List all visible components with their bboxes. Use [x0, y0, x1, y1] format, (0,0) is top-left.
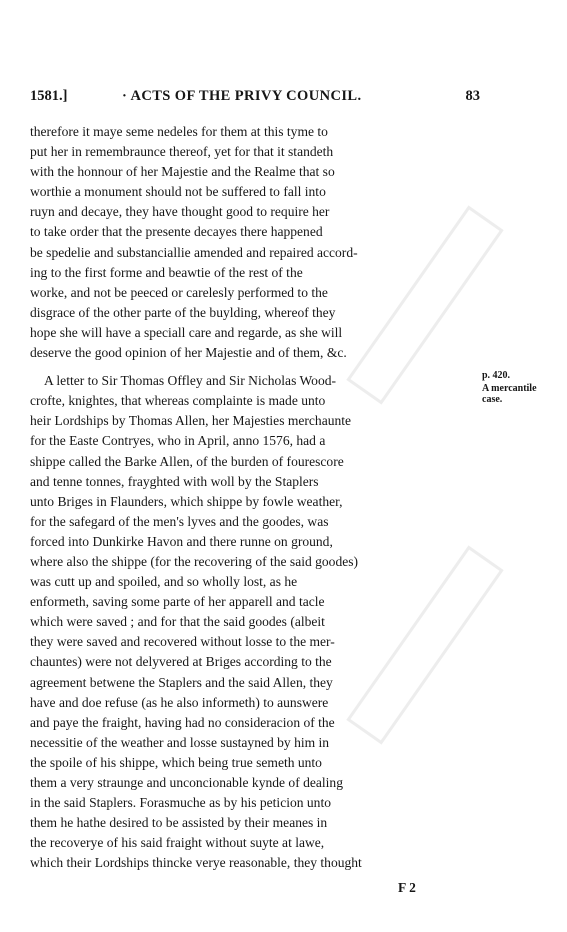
text-line: with the honnour of her Majestie and the Realme that so	[30, 164, 335, 180]
text-line: where also the shippe (for the recovering of the said goodes)	[30, 553, 359, 569]
text-line: them he hathe desired to be assisted by their meanes in	[30, 815, 328, 831]
text-line: hope she will have a speciall care and regarde, as she will	[30, 324, 343, 340]
text-line: worke, and not be peeced or carelesly performed to the	[30, 284, 328, 300]
text-line: the spoile of his shippe, which being true semeth unto	[30, 754, 322, 770]
text-line: forced into Dunkirke Havon and there runne on ground,	[30, 533, 333, 549]
text-line: worthie a monument should not be suffered to fall into	[30, 184, 326, 200]
text-line: and paye the fraight, having had no consideracion of the	[30, 714, 335, 730]
paragraph-2	[30, 371, 480, 873]
text-line: crofte, knightes, that whereas complainte is made unto	[30, 393, 326, 409]
header-year: 1581.]	[30, 88, 68, 104]
text-line: shippe called the Barke Allen, of the burden of fourescore	[30, 453, 344, 469]
signature-mark: F 2	[398, 880, 416, 895]
text-line: they were saved and recovered without losse to the mer-	[30, 634, 335, 650]
paragraph-1	[30, 122, 480, 363]
text-line: which were saved ; and for that the said goodes (albeit	[30, 614, 325, 630]
running-header	[30, 88, 480, 108]
text-line: A letter to Sir Thomas Offley and Sir Nicholas Wood-	[44, 373, 337, 389]
text-line: agreement betwene the Staplers and the said Allen, they	[30, 674, 333, 690]
text-line: deserve the good opinion of her Majestie and of them, &c.	[30, 345, 347, 361]
text-line: disgrace of the other parte of the buylding, whereof they	[30, 304, 336, 320]
text-line: therefore it maye seme nedeles for them at this tyme to	[30, 124, 328, 139]
text-line: put her in remembraunce thereof, yet for that it standeth	[30, 144, 334, 160]
text-line: was cutt up and spoiled, and so wholly lost, as he	[30, 574, 298, 590]
text-line: which their Lordships thincke verye reasonable, they thought	[30, 855, 362, 871]
text-line: unto Briges in Flaunders, which shippe by fowle weather,	[30, 493, 343, 509]
page-number: 83	[465, 88, 480, 104]
text-line: to take order that the presente decayes there happened	[30, 224, 323, 240]
text-line: heir Lordships by Thomas Allen, her Majesties merchaunte	[30, 413, 352, 429]
margin-page-reference: p. 420.	[482, 370, 511, 381]
text-line: for the Easte Contryes, who in April, anno 1576, had a	[30, 433, 326, 449]
text-line: the recoverye of his said fraight without suyte at lawe,	[30, 835, 325, 851]
text-line: them a very straunge and unconcionable kynde of dealing	[30, 775, 343, 790]
text-line: in the said Staplers. Forasmuche as by his peticion unto	[30, 795, 331, 811]
text-line: for the safegard of the men's lyves and the goodes, was	[30, 513, 329, 529]
text-line: necessitie of the weather and losse sustayned by him in	[30, 734, 330, 750]
margin-note-line-1: A mercantile	[482, 383, 537, 394]
text-line: and tenne tonnes, frayghted with woll by the Staplers	[30, 473, 319, 489]
header-title: · ACTS OF THE PRIVY COUNCIL.	[122, 88, 362, 104]
text-line: ing to the first forme and beawtie of the rest of the	[30, 264, 303, 280]
text-line: have and doe refuse (as he also informeth) to aunswere	[30, 694, 329, 710]
text-line: be spedelie and substanciallie amended and repaired accord-	[30, 244, 358, 260]
margin-note-line-2: case.	[482, 394, 503, 405]
body-text	[30, 122, 480, 873]
text-line: chauntes) were not delyvered at Briges according to the	[30, 654, 332, 670]
text-line: enformeth, saving some parte of her apparell and tacle	[30, 594, 325, 610]
text-line: ruyn and decaye, they have thought good to require her	[30, 204, 330, 220]
